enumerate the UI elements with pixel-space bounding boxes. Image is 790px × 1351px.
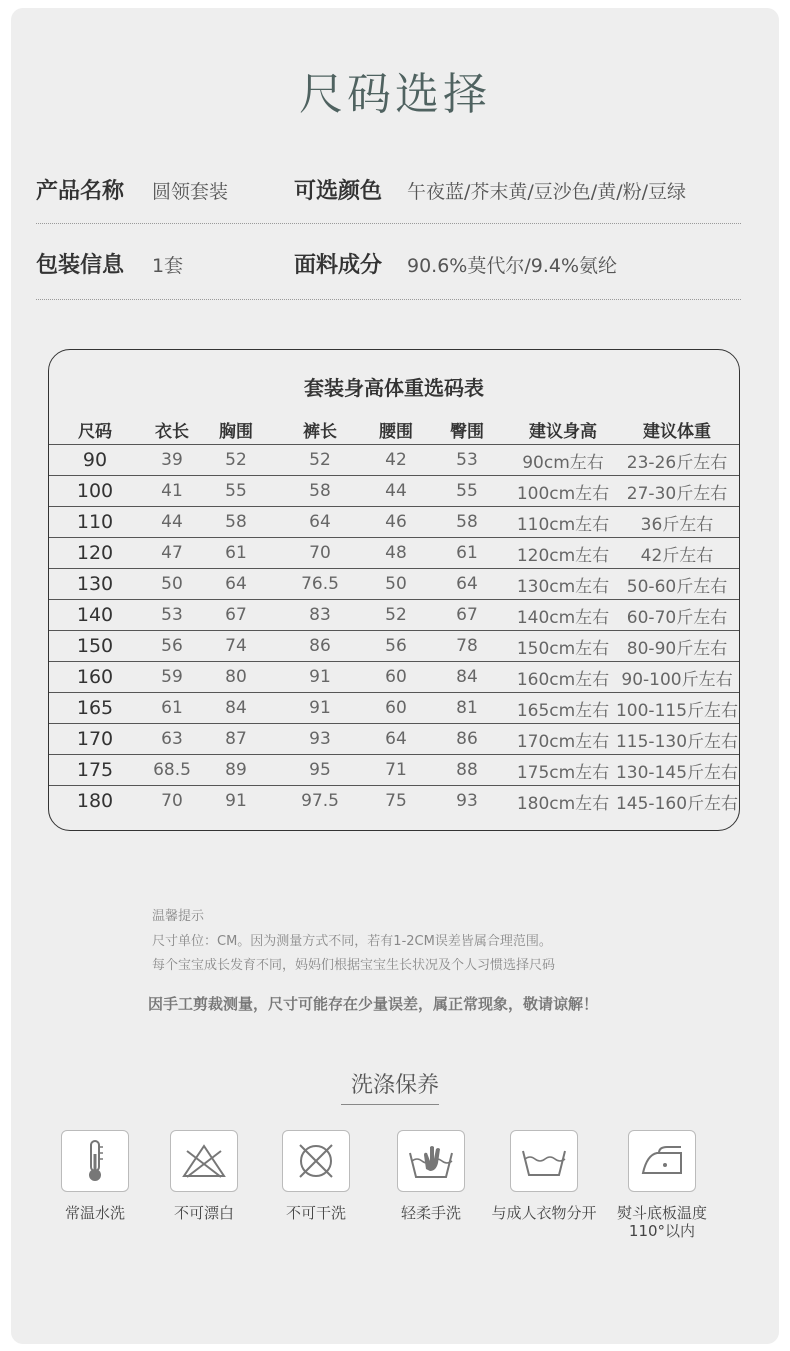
table-cell: 74 (203, 631, 269, 662)
colors-value: 午夜蓝/芥末黄/豆沙色/黄/粉/豆绿 (407, 181, 687, 203)
colors-label: 可选颜色 (294, 179, 383, 204)
tips-bold-note: 因手工剪裁测量，尺寸可能存在少量误差，属正常现象，敬请谅解！ (148, 995, 599, 1013)
table-cell: 60 (371, 662, 421, 693)
table-cell: 42 (371, 445, 421, 476)
table-cell: 64 (371, 724, 421, 755)
table-cell: 48 (371, 538, 421, 569)
care-label (592, 1204, 732, 1240)
table-cell: 64 (421, 569, 513, 600)
table-cell: 75 (385, 791, 407, 811)
thermometer-icon (61, 1130, 129, 1192)
table-cell: 86 (269, 631, 371, 662)
table-cell: 61 (421, 538, 513, 569)
size-cell: 175 (49, 755, 141, 786)
size-cell: 140 (49, 600, 141, 631)
size-cell: 120 (49, 538, 141, 569)
table-cell: 70 (269, 538, 371, 569)
size-cell: 90 (49, 445, 141, 476)
care-label: 轻柔手洗 (400, 1204, 461, 1222)
table-cell: 130-145斤左右 (613, 755, 740, 786)
table-cell: 71 (371, 755, 421, 786)
size-table (49, 414, 740, 816)
care-item-iron (592, 1130, 732, 1240)
table-row (49, 662, 740, 693)
info-row-2 (36, 226, 741, 300)
header-cell: 衣长 (141, 414, 203, 445)
header-cell: 裤长 (269, 414, 371, 445)
table-row (49, 693, 740, 724)
table-cell: 100cm左右 (513, 476, 613, 507)
size-cell: 130 (49, 569, 141, 600)
table-cell: 140cm左右 (513, 600, 613, 631)
table-cell: 115-130斤左右 (613, 724, 740, 755)
table-cell: 58 (203, 507, 269, 538)
fabric-value: 90.6%莫代尔/9.4%氨纶 (407, 255, 618, 277)
wash-separately-icon (510, 1130, 578, 1192)
tips-line-2: 每个宝宝成长发育不同，妈妈们根据宝宝生长状况及个人习惯选择尺码 (152, 958, 556, 973)
table-cell: 64 (203, 569, 269, 600)
table-row (49, 755, 740, 786)
table-cell: 58 (421, 507, 513, 538)
table-cell: 90cm左右 (513, 445, 613, 476)
table-cell: 91 (269, 693, 371, 724)
table-cell: 180cm左右 (516, 793, 610, 814)
table-cell: 150cm左右 (513, 631, 613, 662)
table-cell: 55 (203, 476, 269, 507)
table-cell: 145-160斤左右 (615, 793, 739, 814)
table-cell: 61 (203, 538, 269, 569)
size-table-body (49, 445, 740, 817)
header-cell: 尺码 (49, 414, 141, 445)
table-cell: 175cm左右 (513, 755, 613, 786)
size-cell: 180 (76, 790, 114, 812)
table-cell: 97.5 (301, 791, 339, 811)
table-cell: 88 (421, 755, 513, 786)
table-cell: 56 (141, 631, 203, 662)
table-cell: 110cm左右 (513, 507, 613, 538)
product-name-label: 产品名称 (36, 179, 125, 204)
table-cell: 53 (141, 600, 203, 631)
table-cell: 53 (421, 445, 513, 476)
package-value: 1套 (152, 255, 184, 277)
table-cell: 93 (456, 791, 478, 811)
table-cell: 46 (371, 507, 421, 538)
info-row-1 (36, 150, 741, 224)
header-cell: 臀围 (421, 414, 513, 445)
product-name-value: 圆领套装 (152, 181, 229, 203)
size-chart (48, 349, 740, 831)
table-cell: 89 (203, 755, 269, 786)
table-row (49, 538, 740, 569)
package-label: 包装信息 (36, 253, 125, 278)
table-cell: 60 (371, 693, 421, 724)
table-cell: 50 (141, 569, 203, 600)
table-cell: 160cm左右 (513, 662, 613, 693)
no-dry-clean-icon (282, 1130, 350, 1192)
care-title-underline (341, 1104, 439, 1105)
table-cell: 56 (371, 631, 421, 662)
table-cell: 42斤左右 (613, 538, 740, 569)
table-row (49, 724, 740, 755)
table-cell: 36斤左右 (613, 507, 740, 538)
page-title: 尺码选择 (299, 69, 491, 120)
table-cell: 76.5 (269, 569, 371, 600)
header-cell: 腰围 (371, 414, 421, 445)
no-bleach-icon (170, 1130, 238, 1192)
size-cell: 100 (49, 476, 141, 507)
table-cell: 44 (141, 507, 203, 538)
table-cell: 91 (225, 791, 247, 811)
tips-heading: 温馨提示 (152, 909, 205, 924)
table-cell: 95 (269, 755, 371, 786)
care-label: 与成人衣物分开 (491, 1204, 597, 1222)
table-cell: 55 (421, 476, 513, 507)
dotted-divider (36, 299, 741, 300)
table-cell: 59 (141, 662, 203, 693)
table-cell: 91 (269, 662, 371, 693)
table-cell: 27-30斤左右 (613, 476, 740, 507)
size-cell: 110 (49, 507, 141, 538)
table-cell: 84 (421, 662, 513, 693)
table-cell: 50 (371, 569, 421, 600)
fabric-label: 面料成分 (294, 253, 383, 278)
care-label: 不可干洗 (285, 1204, 346, 1222)
table-cell: 83 (269, 600, 371, 631)
table-cell: 68.5 (141, 755, 203, 786)
table-cell: 52 (371, 600, 421, 631)
table-cell: 70 (161, 791, 183, 811)
header-cell: 建议身高 (513, 414, 613, 445)
table-cell: 58 (269, 476, 371, 507)
table-cell: 78 (421, 631, 513, 662)
table-cell: 52 (269, 445, 371, 476)
table-cell: 44 (371, 476, 421, 507)
table-cell: 67 (421, 600, 513, 631)
care-title: 洗涤保养 (350, 1073, 439, 1098)
table-cell: 81 (421, 693, 513, 724)
header-cell: 胸围 (203, 414, 269, 445)
table-cell: 86 (421, 724, 513, 755)
size-chart-title: 套装身高体重选码表 (304, 376, 484, 400)
table-row (49, 600, 740, 631)
care-label: 常温水洗 (64, 1204, 125, 1222)
table-cell: 120cm左右 (513, 538, 613, 569)
table-cell: 80-90斤左右 (613, 631, 740, 662)
table-cell: 130cm左右 (513, 569, 613, 600)
table-cell: 60-70斤左右 (613, 600, 740, 631)
table-header-row (49, 414, 740, 445)
iron-icon (628, 1130, 696, 1192)
table-cell: 52 (203, 445, 269, 476)
table-cell: 84 (203, 693, 269, 724)
hand-wash-icon (397, 1130, 465, 1192)
tips-line-1: 尺寸单位：CM。因为测量方式不同，若有1-2CM误差皆属合理范围。 (152, 934, 552, 949)
table-cell: 93 (269, 724, 371, 755)
table-row (49, 476, 740, 507)
table-cell: 61 (141, 693, 203, 724)
table-cell: 39 (141, 445, 203, 476)
table-cell: 23-26斤左右 (613, 445, 740, 476)
table-cell: 63 (141, 724, 203, 755)
table-cell: 165cm左右 (513, 693, 613, 724)
header-cell: 建议体重 (613, 414, 740, 445)
table-cell: 170cm左右 (513, 724, 613, 755)
care-label-line-1: 熨斗底板温度 (616, 1204, 707, 1222)
care-label: 不可漂白 (173, 1204, 234, 1222)
table-cell: 47 (141, 538, 203, 569)
table-cell: 64 (269, 507, 371, 538)
dotted-divider (36, 223, 741, 224)
size-cell: 160 (49, 662, 141, 693)
table-row (49, 786, 740, 817)
table-cell: 80 (203, 662, 269, 693)
size-cell: 170 (49, 724, 141, 755)
table-cell: 50-60斤左右 (613, 569, 740, 600)
size-cell: 165 (49, 693, 141, 724)
table-cell: 100-115斤左右 (613, 693, 740, 724)
table-cell: 87 (203, 724, 269, 755)
table-row (49, 631, 740, 662)
size-cell: 150 (49, 631, 141, 662)
table-cell: 41 (141, 476, 203, 507)
care-label-line-2: 110°以内 (628, 1222, 696, 1240)
table-row (49, 569, 740, 600)
table-cell: 90-100斤左右 (613, 662, 740, 693)
table-row (49, 445, 740, 476)
table-row (49, 507, 740, 538)
table-cell: 67 (203, 600, 269, 631)
